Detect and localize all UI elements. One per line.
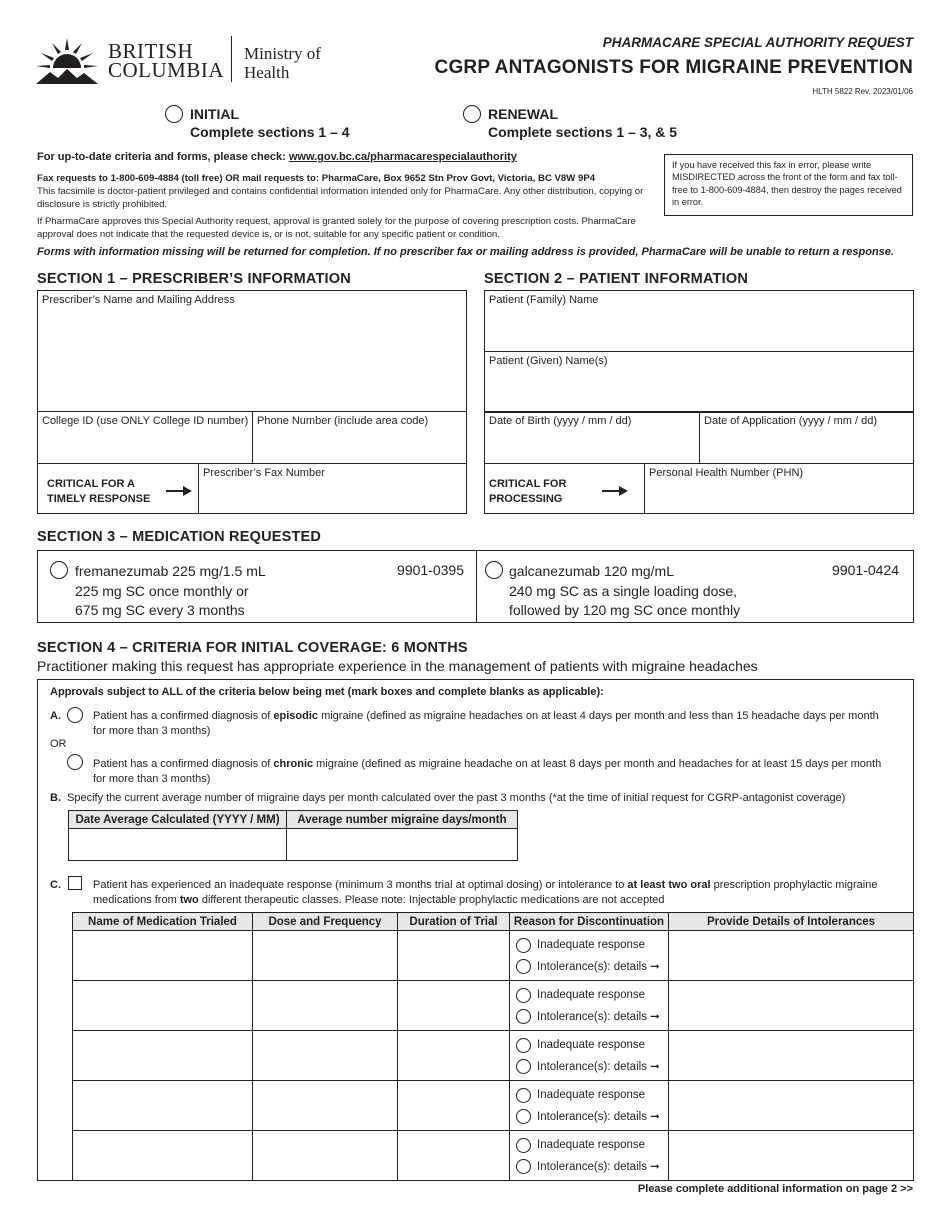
duration-input[interactable] [398, 1131, 510, 1181]
intolerance-option[interactable]: Intolerance(s): details ➞ [510, 1006, 668, 1027]
criteria-notice: For up-to-date criteria and forms, please check: www.gov.bc.ca/pharmacarespecialauthority [37, 151, 517, 163]
criterion-c-text: Patient has experienced an inadequate response (minimum 3 months trial at optimal dosing) or intolerance to at least two oral prescription prophylactic migraine medications from two different therapeutic classes. Please note: Injectable prophylactic medications are not accepted [93, 879, 878, 906]
phn-field[interactable]: Personal Health Number (PHN) [644, 463, 914, 514]
approval-notice: If PharmaCare approves this Special Authority request, approval is granted solely for the purpose of covering prescription costs. PharmaCare approval does not indicate that the requested device is, or is not, suitable for any specific patient or condition. [37, 216, 636, 240]
logo-line-1: BRITISH [108, 39, 194, 63]
bc-logo [36, 36, 326, 88]
inadequate-response-option[interactable]: Inadequate response [510, 1035, 668, 1056]
med2-dose-2: followed by 120 mg SC once monthly [509, 602, 741, 618]
galcanezumab-radio[interactable] [485, 561, 503, 579]
form-kicker: PHARMACARE SPECIAL AUTHORITY REQUEST [602, 35, 913, 50]
col-medication-name: Name of Medication Trialed [73, 913, 253, 931]
dose-frequency-input[interactable] [253, 931, 398, 981]
college-id-field[interactable]: College ID (use ONLY College ID number) [37, 411, 253, 464]
fremanezumab-radio[interactable] [50, 561, 68, 579]
average-days-input[interactable] [287, 829, 518, 861]
logo-line-2: COLUMBIA [108, 58, 225, 82]
renewal-label: RENEWAL [488, 106, 558, 122]
bc-sun-mountain-icon [36, 36, 98, 86]
inadequate-response-radio[interactable] [516, 938, 531, 953]
intolerance-option[interactable]: Intolerance(s): details ➞ [510, 956, 668, 977]
intolerance-details-input[interactable] [669, 981, 914, 1031]
col-dose-frequency: Dose and Frequency [253, 913, 398, 931]
dose-frequency-input[interactable] [253, 1081, 398, 1131]
intolerance-details-input[interactable] [669, 1081, 914, 1131]
arrow-right-icon [602, 485, 628, 497]
reason-cell [510, 981, 669, 1031]
table-row [73, 1131, 914, 1181]
misdirected-text: If you have received this fax in error, please write MISDIRECTED across the front of the form and fax toll-free to 1-800-609-4884, then destroy the pages received in error. [672, 160, 902, 207]
med2-dose-1: 240 mg SC as a single loading dose, [509, 582, 738, 599]
b-col-average: Average number migraine days/month [287, 811, 518, 829]
initial-label: INITIAL [190, 106, 239, 122]
date-of-application-field[interactable]: Date of Application (yyyy / mm / dd) [699, 411, 914, 464]
episodic-radio[interactable] [67, 707, 83, 723]
intolerance-radio[interactable] [516, 1109, 531, 1124]
arrow-right-icon [166, 485, 192, 497]
med2-code: 9901-0424 [832, 562, 899, 578]
approvals-text: Approvals subject to ALL of the criteria below being met (mark boxes and complete blanks as applicable): [50, 686, 604, 698]
date-average-input[interactable] [69, 829, 287, 861]
patient-family-name-field[interactable]: Patient (Family) Name [484, 290, 914, 352]
inadequate-response-option[interactable]: Inadequate response [510, 1135, 668, 1156]
missing-info-notice: Forms with information missing will be returned for completion. If no prescriber fax or mailing address is provided, PharmaCare will be unable to return a response. [37, 246, 894, 258]
med1-name: fremanezumab 225 mg/1.5 mL [75, 563, 266, 579]
dose-frequency-input[interactable] [253, 981, 398, 1031]
reason-cell [510, 1031, 669, 1081]
intolerance-radio[interactable] [516, 1159, 531, 1174]
criteria-link[interactable]: www.gov.bc.ca/pharmacarespecialauthority [288, 151, 517, 163]
medication-name-input[interactable] [73, 1031, 253, 1081]
dob-field[interactable]: Date of Birth (yyyy / mm / dd) [484, 411, 700, 464]
table-row [73, 931, 914, 981]
table-row [73, 981, 914, 1031]
continue-notice: Please complete additional information on page 2 >> [637, 1183, 913, 1195]
reason-cell [510, 931, 669, 981]
table-row [73, 1081, 914, 1131]
section4-subheading: Practitioner making this request has appropriate experience in the management of patients with migraine headaches [37, 658, 758, 674]
phone-field[interactable]: Phone Number (include area code) [252, 411, 467, 464]
intolerance-radio[interactable] [516, 959, 531, 974]
medication-option-fremanezumab[interactable] [37, 550, 477, 623]
inadequate-response-radio[interactable] [516, 1088, 531, 1103]
chronic-text: Patient has a confirmed diagnosis of chronic migraine (defined as migraine headache on at least 8 days per month and headaches for at least 15 days per month for more than 3 months) [93, 758, 882, 785]
patient-given-names-field[interactable]: Patient (Given) Name(s) [484, 351, 914, 413]
duration-input[interactable] [398, 981, 510, 1031]
migraine-days-table [68, 810, 518, 861]
reason-cell [510, 1131, 669, 1181]
b-col-date: Date Average Calculated (YYYY / MM) [69, 811, 287, 829]
criterion-c-checkbox[interactable] [68, 876, 82, 890]
medication-name-input[interactable] [73, 931, 253, 981]
or-text: OR [50, 738, 67, 750]
section4-heading: SECTION 4 – CRITERIA FOR INITIAL COVERAGE: 6 MONTHS [37, 640, 468, 656]
duration-input[interactable] [398, 1081, 510, 1131]
inadequate-response-radio[interactable] [516, 1038, 531, 1053]
renewal-sub: Complete sections 1 – 3, & 5 [488, 124, 678, 140]
episodic-text: Patient has a confirmed diagnosis of episodic migraine (defined as migraine headaches on at least 4 days per month and less than 15 headache days per month for more than 3 months) [93, 710, 879, 737]
ministry-line-1: Ministry of [244, 44, 321, 63]
critical-processing-box: CRITICAL FOR PROCESSING [484, 463, 645, 514]
intolerance-details-input[interactable] [669, 931, 914, 981]
criterion-a-letter: A. [50, 710, 61, 722]
inadequate-response-radio[interactable] [516, 1138, 531, 1153]
dose-frequency-input[interactable] [253, 1131, 398, 1181]
criterion-b-letter: B. [50, 792, 61, 804]
chronic-radio[interactable] [67, 754, 83, 770]
medication-name-input[interactable] [73, 1131, 253, 1181]
med1-dose-2: 675 mg SC every 3 months [75, 602, 245, 618]
intolerance-option[interactable]: Intolerance(s): details ➞ [510, 1156, 668, 1177]
intolerance-details-input[interactable] [669, 1031, 914, 1081]
section2-heading: SECTION 2 – PATIENT INFORMATION [484, 271, 748, 287]
medication-name-input[interactable] [73, 1081, 253, 1131]
intolerance-option[interactable]: Intolerance(s): details ➞ [510, 1056, 668, 1077]
form-title: CGRP ANTAGONISTS FOR MIGRAINE PREVENTION [434, 57, 913, 78]
medication-name-input[interactable] [73, 981, 253, 1031]
med1-dose-1: 225 mg SC once monthly or [75, 582, 249, 599]
critical-timely-box: CRITICAL FOR A TIMELY RESPONSE [37, 463, 199, 514]
initial-sub: Complete sections 1 – 4 [190, 124, 350, 140]
duration-input[interactable] [398, 931, 510, 981]
col-intolerance-details: Provide Details of Intolerances [669, 913, 914, 931]
misdirected-box [664, 154, 913, 216]
section3-heading: SECTION 3 – MEDICATION REQUESTED [37, 529, 322, 545]
ministry-line-2: Health [244, 63, 290, 82]
initial-radio[interactable] [165, 105, 183, 123]
medication-option-galcanezumab[interactable] [476, 550, 914, 623]
prescriber-name-field[interactable]: Prescriber’s Name and Mailing Address [37, 290, 467, 412]
inadequate-response-radio[interactable] [516, 988, 531, 1003]
intolerance-radio[interactable] [516, 1059, 531, 1074]
intolerance-details-input[interactable] [669, 1131, 914, 1181]
inadequate-response-option[interactable]: Inadequate response [510, 935, 668, 956]
intolerance-option[interactable]: Intolerance(s): details ➞ [510, 1106, 668, 1127]
criterion-c-letter: C. [50, 879, 61, 891]
duration-input[interactable] [398, 1031, 510, 1081]
dose-frequency-input[interactable] [253, 1031, 398, 1081]
prescriber-fax-field[interactable]: Prescriber’s Fax Number [198, 463, 467, 514]
form-id: HLTH 5822 Rev. 2023/01/06 [812, 87, 913, 96]
section1-heading: SECTION 1 – PRESCRIBER’S INFORMATION [37, 271, 351, 287]
inadequate-response-option[interactable]: Inadequate response [510, 1085, 668, 1106]
table-row [73, 1031, 914, 1081]
med2-name: galcanezumab 120 mg/mL [509, 563, 674, 579]
inadequate-response-option[interactable]: Inadequate response [510, 985, 668, 1006]
med1-code: 9901-0395 [397, 562, 464, 578]
col-reason: Reason for Discontinuation [510, 913, 669, 931]
intolerance-radio[interactable] [516, 1009, 531, 1024]
medication-trials-table [72, 912, 914, 1181]
fax-notice: Fax requests to 1-800-609-4884 (toll free) OR mail requests to: PharmaCare, Box 9652 Stn Prov Govt, Victoria, BC V8W 9P4 [37, 173, 596, 184]
criterion-b-text: Specify the current average number of migraine days per month calculated over the past 3 months (*at the time of initial request for CGRP-antagonist coverage) [67, 792, 846, 804]
col-duration: Duration of Trial [398, 913, 510, 931]
privilege-notice: This facsimile is doctor-patient privileged and contains confidential information intended only for PharmaCare. Any other distribution, copying or disclosure is strictly prohibited. [37, 186, 644, 210]
renewal-radio[interactable] [463, 105, 481, 123]
reason-cell [510, 1081, 669, 1131]
